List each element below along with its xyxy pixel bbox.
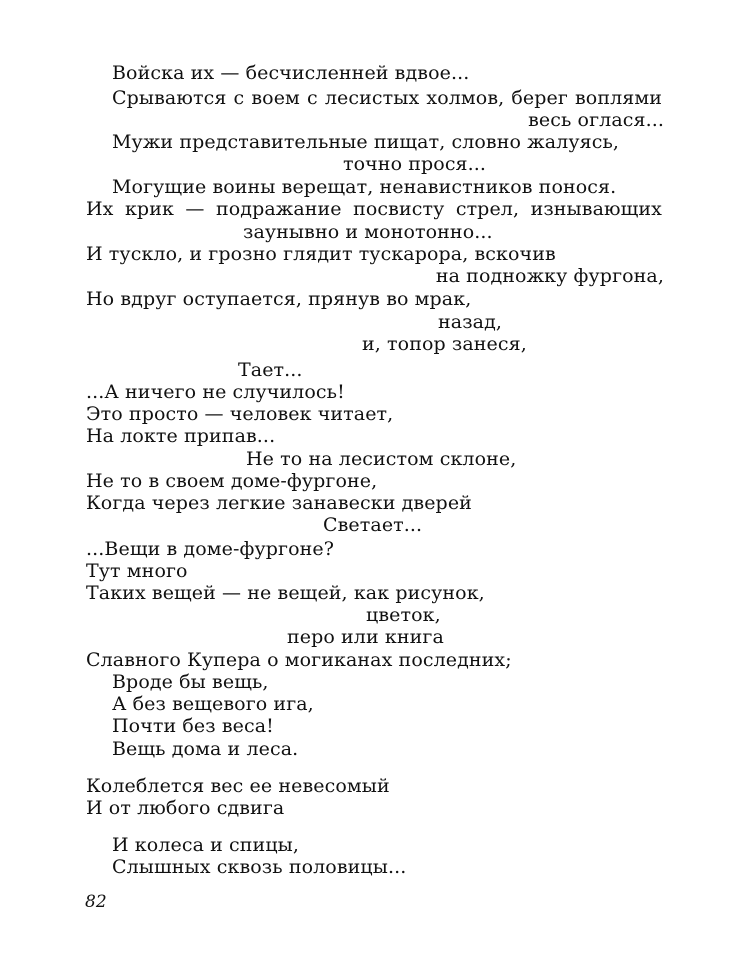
poem-line: Тут много [86, 560, 188, 582]
poem-line: Могущие воины верещат, ненавистников понося. [112, 176, 617, 198]
poem-line: Их крик — подражание посвисту стрел, изнывающих [86, 198, 662, 220]
poem-line: Слышных сквозь половицы... [112, 856, 407, 878]
poem-line: И от любого сдвига [86, 797, 285, 819]
poem-line: Срываются с воем с лесистых холмов, берег воплями [112, 87, 662, 109]
poem-line: Светает... [323, 514, 423, 536]
poem-line: Но вдруг оступается, прянув во мрак, [86, 288, 472, 310]
poem-line: заунывно и монотонно... [243, 221, 493, 243]
poem-line: и, топор занеся, [362, 333, 527, 355]
poem-line: цветок, [366, 604, 441, 626]
poem-line: Мужи представительные пищат, словно жалуясь, [112, 131, 620, 153]
poem-line: На локте припав... [86, 425, 276, 447]
poem-line: Войска их — бесчисленней вдвое... [112, 62, 470, 84]
poem-line: на подножку фургона, [435, 265, 664, 287]
poem-line: точно прося... [343, 153, 487, 175]
poem-line: Почти без веса! [112, 715, 274, 737]
poem-line: И тускло, и грозно глядит тускарора, вскочив [86, 243, 556, 265]
poem-line: перо или книга [287, 626, 444, 648]
poem-line: Когда через легкие занавески дверей [86, 492, 472, 514]
poem-line: назад, [438, 311, 503, 333]
poem-line: Славного Купера о могиканах последних; [86, 649, 512, 671]
poem-line: Вроде бы вещь, [112, 671, 269, 693]
page-number: 82 [85, 892, 107, 912]
poem-line: ...Вещи в доме-фургоне? [86, 538, 335, 560]
poem-line: Это просто — человек читает, [86, 403, 394, 425]
poem-line: Таких вещей — не вещей, как рисунок, [86, 582, 485, 604]
poem-line: И колеса и спицы, [112, 834, 299, 856]
poem-line: весь оглася... [528, 109, 664, 131]
poem-line: Не то на лесистом склоне, [246, 448, 517, 470]
poem-line: Тает... [238, 359, 303, 381]
poem-line: Вещь дома и леса. [112, 738, 299, 760]
poem-line: Колеблется вес ее невесомый [86, 775, 390, 797]
poem-line: А без вещевого ига, [112, 693, 314, 715]
poem-line: ...А ничего не случилось! [86, 381, 345, 403]
poem-line: Не то в своем доме-фургоне, [86, 470, 378, 492]
